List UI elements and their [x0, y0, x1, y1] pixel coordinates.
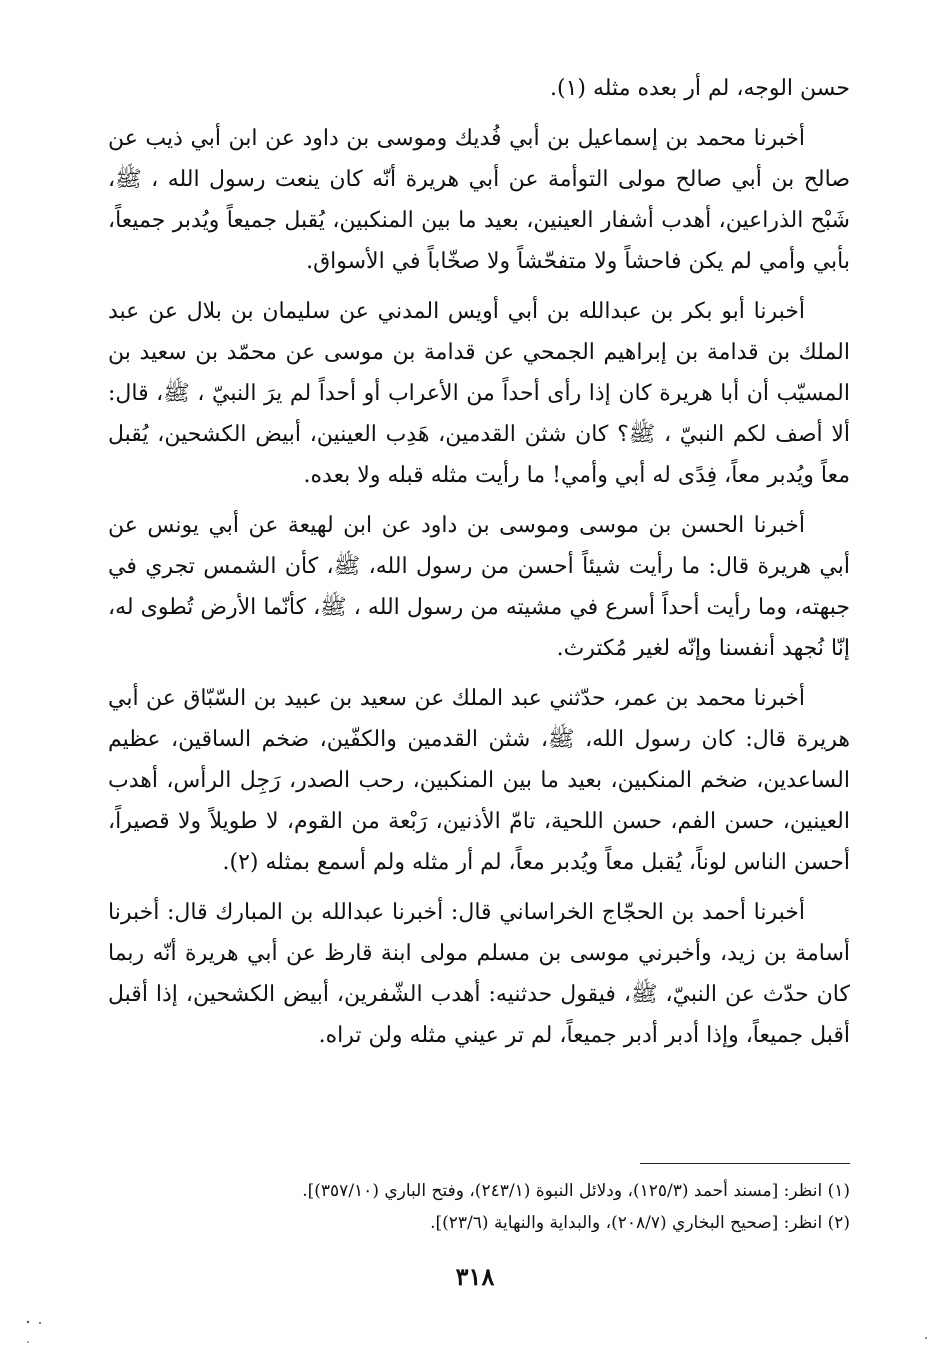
footnote: (١) انظر: [مسند أحمد (١٢٥/٣)، ودلائل النبوة (٢٤٣/١)، وفتح الباري (٣٥٧/١٠)].: [302, 1181, 850, 1201]
paragraph: أخبرنا الحسن بن موسى وموسى بن داود عن ابن لهيعة عن أبي يونس عن أبي هريرة قال: ما رأيت شيئاً أحسن من رسول الله، ﷺ، كأن الشمس تجري في جبهته، وما رأيت أحداً أسرع في مشيته من رسول الله ، ﷺ، كأنّما الأرض تُطوى له، إنّا نُجهد أنفسنا وإنّه لغير مُكترث.: [108, 513, 850, 661]
scan-speck: [925, 1337, 927, 1339]
scan-speck: [39, 1322, 41, 1324]
paragraph: أخبرنا محمد بن عمر، حدّثني عبد الملك عن سعيد بن عبيد بن السّبّاق عن أبي هريرة قال: كان رسول الله، ﷺ، شثن القدمين والكفّين، ضخم الساقين، عظيم الساعدين، ضخم المنكبين، بعيد ما بين المنكبين، رحب الصدر، رَجِل الرأس، أهدب العينين، حسن الفم، حسن اللحية، تامّ الأذنين، رَبْعة من القوم، لا طويلاً ولا قصيراً، أحسن الناس لوناً، يُقبل معاً ويُدبر معاً، لم أر مثله ولم أسمع بمثله (٢).: [108, 686, 850, 875]
footnote-divider: [640, 1163, 850, 1164]
scan-speck: [27, 1321, 29, 1323]
page-body: [108, 68, 850, 1056]
page-number: ٣١٨: [455, 1262, 495, 1291]
paragraph: أخبرنا أحمد بن الحجّاج الخراساني قال: أخبرنا عبدالله بن المبارك قال: أخبرنا أسامة بن زيد، وأخبرني موسى بن مسلم مولى ابنة قارظ عن أبي هريرة أنّه ربما كان حدّث عن النبيّ، ﷺ، فيقول حدثنيه: أهدب الشّفرين، أبيض الكشحين، إذا أقبل أقبل جميعاً، وإذا أدبر أدبر جميعاً، لم تر عيني مثله ولن تراه.: [108, 900, 850, 1048]
scan-speck: [27, 1341, 29, 1343]
paragraph: أخبرنا أبو بكر بن عبدالله بن أبي أويس المدني عن سليمان بن بلال عن عبد الملك بن قدامة بن إبراهيم الجمحي عن قدامة بن موسى عن محمّد بن سعيد بن المسيّب أن أبا هريرة كان إذا رأى أحداً من الأعراب أو أحداً لم يرَ النبيّ ، ﷺ، قال: ألا أصف لكم النبيّ ، ﷺ؟ كان شثن القدمين، هَدِب العينين، أبيض الكشحين، يُقبل معاً ويُدبر معاً، فِدًى له أبي وأمي! ما رأيت مثله قبله ولا بعده.: [108, 299, 850, 488]
paragraph: أخبرنا محمد بن إسماعيل بن أبي فُديك وموسى بن داود عن ابن أبي ذيب عن صالح بن أبي صالح مولى التوأمة عن أبي هريرة أنّه كان ينعت رسول الله ، ﷺ، شَبْح الذراعين، أهدب أشفار العينين، بعيد ما بين المنكبين، يُقبل جميعاً ويُدبر جميعاً، بأبي وأمي لم يكن فاحشاً ولا متفحّشاً ولا صخّاباً في الأسواق.: [108, 126, 850, 274]
footnote: (٢) انظر: [صحيح البخاري (٢٠٨/٧)، والبداية والنهاية (٢٣/٦)].: [430, 1213, 850, 1233]
footnotes: [108, 1175, 850, 1239]
paragraph-continuation: حسن الوجه، لم أر بعده مثله (١).: [550, 76, 850, 101]
